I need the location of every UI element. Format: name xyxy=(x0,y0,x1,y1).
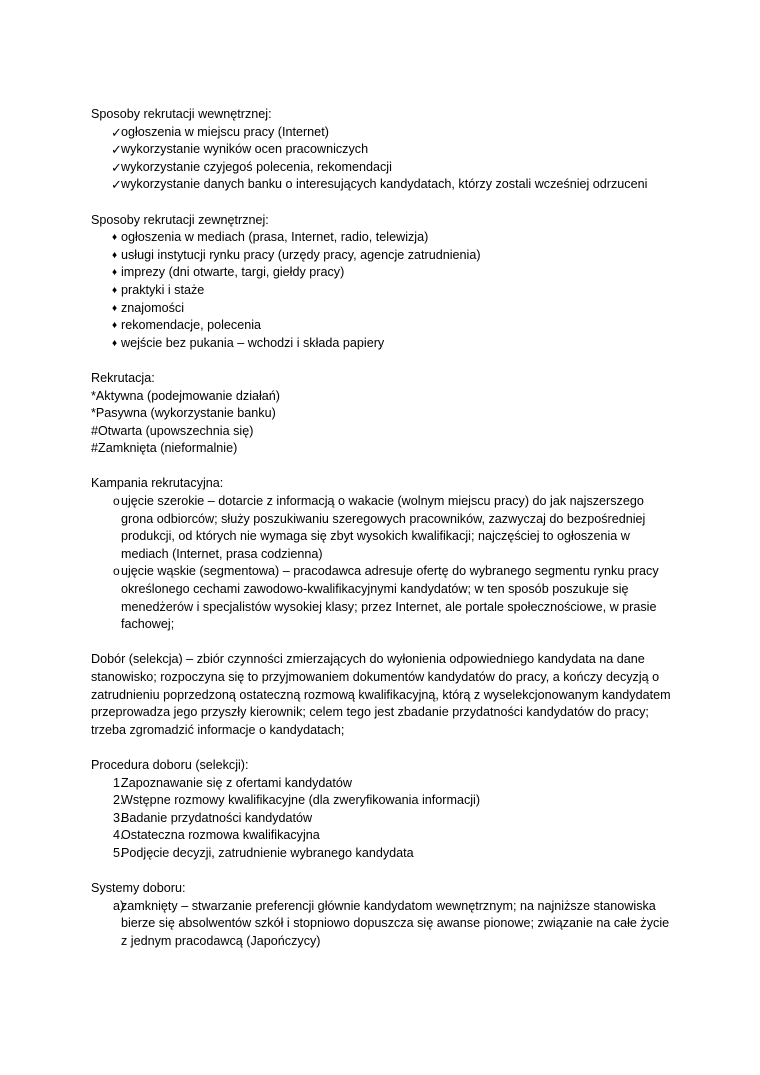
list-item: ✓ wykorzystanie czyjegoś polecenia, rekomendacji xyxy=(111,159,392,175)
recruitment-type-line: #Zamknięta (nieformalnie) xyxy=(91,441,238,456)
circle-bullet-icon: o xyxy=(113,564,120,579)
list-item: ♦ rekomendacje, polecenia xyxy=(91,317,671,335)
document-page xyxy=(91,106,671,968)
list-item: o ujęcie wąskie (segmentowa) – pracodawca adresuje ofertę do wybranego segmentu rynku pracy określonego cechami zawodowo-kwalifikacyjnymi kandydatów; w ten sposób poszukuje się menedżerów i specjalistów wysokiej klasy; przez Internet, ale portale społecznościowe, w prasie fachowej; xyxy=(113,564,659,632)
recruitment-type-line: *Pasywna (wykorzystanie banku) xyxy=(91,406,276,421)
procedure-section xyxy=(91,757,671,863)
external-recruitment-heading: Sposoby rekrutacji zewnętrznej: xyxy=(91,212,269,227)
list-item: ✓ ogłoszenia w miejscu pracy (Internet) xyxy=(111,124,329,140)
list-number: 4. xyxy=(113,828,124,843)
recruitment-type-line: #Otwarta (upowszechnia się) xyxy=(91,423,254,438)
list-item: ♦ usługi instytucji rynku pracy (urzędy pracy, agencje zatrudnienia) xyxy=(91,247,671,265)
list-item: o ujęcie szerokie – dotarcie z informacją o wakacie (wolnym miejscu pracy) do jak najszerszego grona odbiorców; służy poszukiwaniu szeregowych pracowników, zazwyczaj do bezpośredniej produkcji, od których nie wymaga się zbyt wysokich kwalifikacji; najczęściej to ogłoszenia w mediach (Internet, prasa codzienna) xyxy=(113,494,646,561)
internal-recruitment-heading: Sposoby rekrutacji wewnętrznej: xyxy=(91,107,272,121)
selection-paragraph: Dobór (selekcja) – zbiór czynności zmierzających do wyłonienia odpowiedniego kandydata na dane stanowisko; rozpoczyna się to przyjmowaniem dokumentów kandydatów do pracy, a kończy decyzją o zatrudnieniu poprzedzoną ostateczną rozmową kwalifikacyjną, którą z wyselekcjonowanym kandydatem przeprowadza jego przyszły kierownik; celem tego jest zbadanie przydatności kandydatów do pracy; trzeba zgromadzić informacje o kandydatach; xyxy=(91,652,671,737)
internal-recruitment-list xyxy=(91,124,671,194)
checkmark-icon: ✓ xyxy=(111,124,122,140)
systems-list xyxy=(91,898,671,951)
list-item: 2. Wstępne rozmowy kwalifikacyjne (dla zweryfikowania informacji) xyxy=(91,792,671,810)
circle-bullet-icon: o xyxy=(113,494,120,509)
list-item: ✓ wykorzystanie danych banku o interesujących kandydatach, którzy zostali wcześniej odrzuceni xyxy=(111,177,648,193)
list-item: 4. Ostateczna rozmowa kwalifikacyjna xyxy=(91,827,671,845)
checkmark-icon: ✓ xyxy=(111,159,122,175)
internal-recruitment-section xyxy=(91,106,671,194)
procedure-heading: Procedura doboru (selekcji): xyxy=(91,757,249,772)
list-number: 2. xyxy=(113,793,124,808)
external-recruitment-list xyxy=(91,229,671,352)
recruitment-heading: Rekrutacja: xyxy=(91,370,155,385)
list-item: 1. Zapoznawanie się z ofertami kandydatów xyxy=(91,775,671,793)
list-item: ✓ wykorzystanie wyników ocen pracowniczych xyxy=(111,142,369,158)
diamond-bullet-icon: ♦ xyxy=(112,232,118,244)
systems-section xyxy=(91,880,671,950)
diamond-bullet-icon: ♦ xyxy=(112,337,118,349)
checkmark-icon: ✓ xyxy=(111,177,122,193)
diamond-bullet-icon: ♦ xyxy=(112,267,118,279)
diamond-bullet-icon: ♦ xyxy=(112,302,118,314)
selection-section xyxy=(91,651,671,739)
list-item: a) zamknięty – stwarzanie preferencji głównie kandydatom wewnętrznym; na najniższe stanowiska bierze się absolwentów szkół i stopniowo dopuszcza się awanse pionowe; związanie na całe życie z jednym pracodawcą (Japończycy) xyxy=(113,898,670,948)
list-item: ♦ ogłoszenia w mediach (prasa, Internet, radio, telewizja) xyxy=(91,229,671,247)
list-item: ♦ znajomości xyxy=(91,300,671,318)
list-letter: a) xyxy=(113,898,125,913)
list-number: 5. xyxy=(113,845,124,860)
list-number: 1. xyxy=(113,775,124,790)
list-item: ♦ imprezy (dni otwarte, targi, giełdy pracy) xyxy=(91,264,671,282)
recruitment-types-section xyxy=(91,370,671,458)
list-number: 3. xyxy=(113,810,124,825)
list-item: ♦ wejście bez pukania – wchodzi i składa papiery xyxy=(91,335,671,353)
recruitment-type-line: *Aktywna (podejmowanie działań) xyxy=(91,388,281,403)
diamond-bullet-icon: ♦ xyxy=(112,284,118,296)
list-item: 3. Badanie przydatności kandydatów xyxy=(91,810,671,828)
procedure-list xyxy=(91,775,671,863)
systems-heading: Systemy doboru: xyxy=(91,881,186,896)
diamond-bullet-icon: ♦ xyxy=(112,320,118,332)
checkmark-icon: ✓ xyxy=(111,142,122,158)
list-item: ♦ praktyki i staże xyxy=(91,282,671,300)
diamond-bullet-icon: ♦ xyxy=(112,249,118,261)
list-item: 5. Podjęcie decyzji, zatrudnienie wybranego kandydata xyxy=(91,845,671,863)
campaign-list xyxy=(91,493,671,634)
external-recruitment-section xyxy=(91,212,671,353)
campaign-section xyxy=(91,475,671,633)
campaign-heading: Kampania rekrutacyjna: xyxy=(91,476,224,491)
